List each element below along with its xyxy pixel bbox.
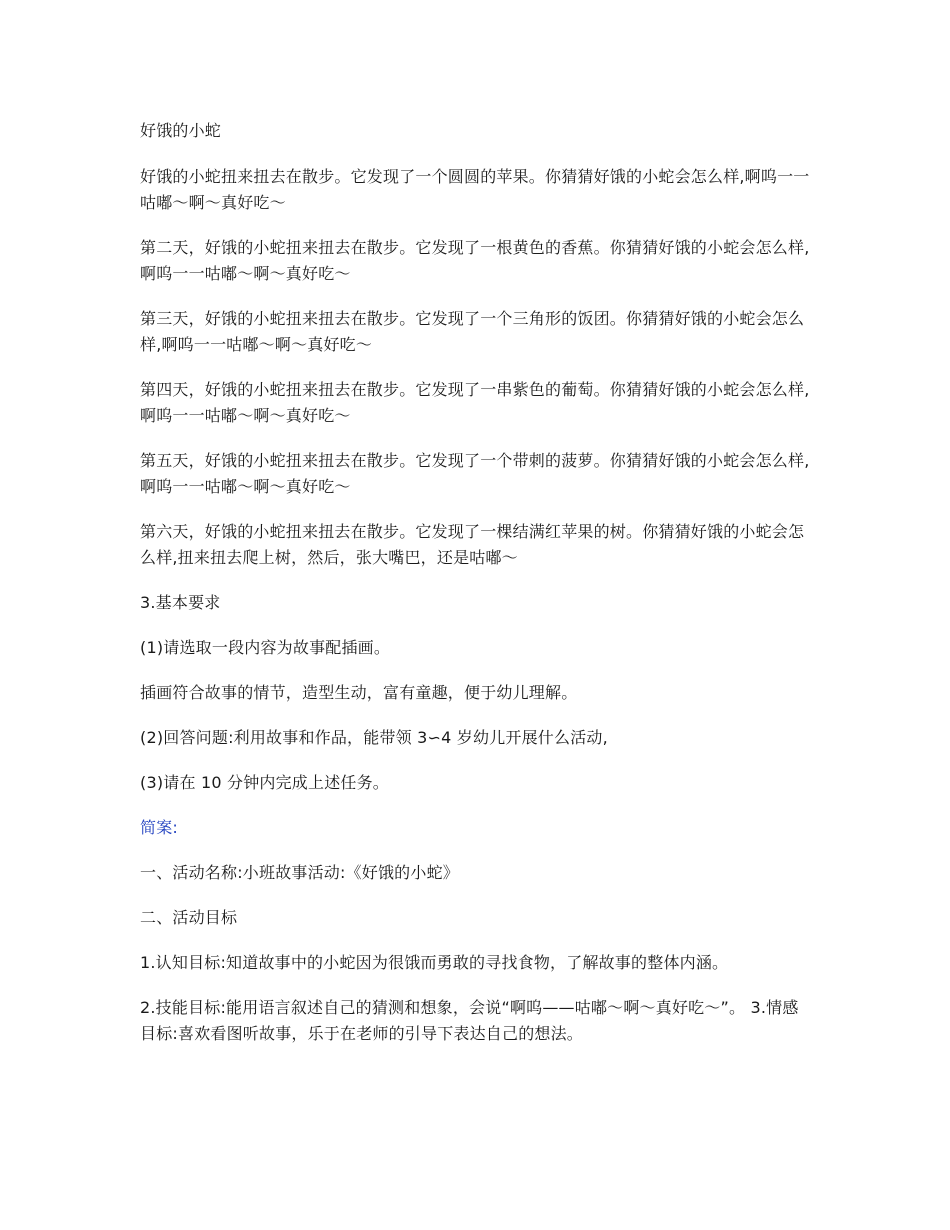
plan-activity-name: 一、活动名称:小班故事活动:《好饿的小蛇》 (140, 863, 459, 882)
story-paragraph-3: 第三天，好饿的小蛇扭来扭去在散步。它发现了一个三角形的饭团。你猜猜好饿的小蛇会怎么样,啊呜一一咕嘟～啊～真好吃～ (140, 309, 805, 354)
story-paragraph-2: 第二天，好饿的小蛇扭来扭去在散步。它发现了一根黄色的香蕉。你猜猜好饿的小蛇会怎么样,啊呜一一咕嘟～啊～真好吃～ (140, 238, 810, 283)
story-paragraph-1: 好饿的小蛇扭来扭去在散步。它发现了一个圆圆的苹果。你猜猜好饿的小蛇会怎么样,啊呜一一咕嘟～啊～真好吃～ (140, 167, 810, 212)
requirements-heading: 3.基本要求 (140, 593, 221, 612)
requirement-item-3: (2)回答问题:利用故事和作品，能带领 3∽4 岁幼儿开展什么活动, (140, 728, 608, 747)
story-paragraph-4: 第四天，好饿的小蛇扭来扭去在散步。它发现了一串紫色的葡萄。你猜猜好饿的小蛇会怎么样,啊呜一一咕嘟～啊～真好吃～ (140, 380, 810, 425)
plan-goal-cognitive: 1.认知目标:知道故事中的小蛇因为很饿而勇敢的寻找食物，了解故事的整体内涵。 (140, 953, 729, 972)
plan-label-link[interactable]: 简案: (140, 818, 178, 837)
requirement-item-4: (3)请在 10 分钟内完成上述任务。 (140, 773, 389, 792)
requirement-item-1: (1)请选取一段内容为故事配插画。 (140, 638, 391, 657)
story-paragraph-5: 第五天，好饿的小蛇扭来扭去在散步。它发现了一个带刺的菠萝。你猜猜好饿的小蛇会怎么样,啊呜一一咕嘟～啊～真好吃～ (140, 451, 810, 496)
story-title: 好饿的小蛇 (140, 121, 222, 140)
plan-goal-skill-emotion: 2.技能目标:能用语言叙述自己的猜测和想象，会说“啊呜——咕嘟～啊～真好吃～”。 3.情感目标:喜欢看图听故事，乐于在老师的引导下表达自己的想法。 (140, 998, 799, 1043)
requirement-item-2: 插画符合故事的情节，造型生动，富有童趣，便于幼儿理解。 (140, 683, 578, 702)
document-body (140, 118, 812, 1066)
plan-goals-heading: 二、活动目标 (140, 908, 238, 927)
story-paragraph-6: 第六天，好饿的小蛇扭来扭去在散步。它发现了一棵结满红苹果的树。你猜猜好饿的小蛇会怎么样,扭来扭去爬上树，然后，张大嘴巴，还是咕嘟～ (140, 522, 805, 567)
